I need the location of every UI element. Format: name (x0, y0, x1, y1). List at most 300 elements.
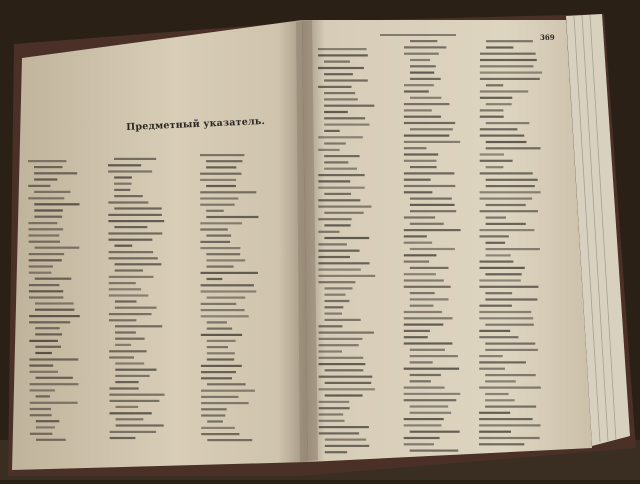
index-text-line (325, 319, 361, 321)
index-text-line (485, 298, 537, 300)
index-text-line (404, 387, 445, 389)
index-text-line (480, 261, 514, 263)
page-number: 369 (540, 33, 555, 42)
running-header-line (380, 34, 456, 36)
index-text-line (480, 72, 542, 74)
index-text-line (479, 431, 511, 433)
index-text-line (479, 317, 533, 319)
index-text-line (404, 185, 455, 187)
index-text-line (480, 59, 537, 61)
index-text-line (480, 109, 504, 111)
index-text-line (404, 109, 432, 111)
index-text-line (410, 72, 434, 74)
index-text-line (35, 302, 74, 304)
index-text-line (410, 355, 458, 357)
index-text-line (30, 389, 55, 391)
index-text-line (201, 433, 239, 435)
index-text-line (115, 381, 138, 383)
index-text-line (35, 327, 60, 329)
index-text-line (201, 365, 242, 367)
index-text-line (480, 135, 524, 137)
index-text-line (410, 210, 456, 212)
index-text-line (324, 92, 355, 94)
index-text-line (480, 116, 504, 118)
index-text-line (318, 269, 360, 271)
index-text-line (201, 408, 227, 410)
index-text-line (325, 451, 347, 453)
index-text-line (486, 40, 533, 42)
index-text-line (318, 199, 360, 201)
index-text-line (479, 305, 512, 307)
index-text-line (29, 265, 53, 267)
index-text-line (485, 292, 512, 294)
index-text-line (34, 216, 62, 218)
index-text-line (479, 443, 524, 445)
index-text-line (201, 315, 249, 317)
index-heading: Предметный указатель. (126, 115, 266, 133)
index-text-line (200, 154, 244, 156)
index-text-line (201, 284, 254, 286)
index-text-line (324, 237, 369, 239)
index-text-line (410, 223, 444, 225)
index-text-line (485, 374, 536, 376)
index-text-line (115, 369, 156, 371)
index-text-line (325, 300, 350, 302)
index-text-line (410, 248, 455, 250)
index-text-line (324, 155, 359, 157)
index-text-line (28, 222, 57, 224)
index-text-line (29, 259, 62, 261)
index-text-line (200, 179, 236, 181)
index-text-line (404, 336, 428, 338)
index-text-line (207, 346, 228, 348)
index-text-line (109, 356, 134, 358)
index-text-line (325, 382, 372, 384)
index-text-line (486, 84, 503, 86)
index-text-line (109, 282, 136, 284)
index-text-line (200, 228, 228, 230)
index-text-line (325, 294, 346, 296)
index-text-line (485, 380, 516, 382)
index-text-line (319, 275, 376, 277)
index-text-line (36, 420, 60, 422)
index-text-line (404, 242, 432, 244)
index-text-line (324, 142, 346, 144)
index-text-line (486, 179, 538, 181)
index-text-line (480, 97, 512, 99)
index-text-line (319, 420, 345, 422)
index-text-line (479, 355, 503, 357)
index-text-line (318, 86, 351, 88)
index-text-line (410, 166, 437, 168)
index-text-line (206, 160, 242, 162)
index-text-line (114, 195, 143, 197)
index-text-line (410, 267, 449, 269)
index-text-line (318, 67, 364, 69)
index-text-line (207, 439, 252, 441)
index-text-line (116, 418, 144, 420)
index-text-line (319, 363, 366, 365)
index-text-line (404, 311, 442, 313)
index-text-line (207, 420, 223, 422)
index-text-line (479, 412, 510, 414)
index-text-line (486, 141, 527, 143)
index-text-line (36, 395, 50, 397)
index-text-line (404, 418, 444, 420)
index-text-line (207, 340, 236, 342)
index-text-line (485, 399, 514, 401)
index-text-line (29, 253, 64, 255)
index-text-line (404, 254, 437, 256)
index-text-line (324, 212, 363, 214)
index-text-line (404, 286, 451, 288)
index-text-line (201, 272, 258, 274)
index-text-line (410, 204, 455, 206)
index-text-line (30, 433, 53, 435)
index-text-line (114, 226, 147, 228)
index-text-line (486, 103, 512, 105)
index-text-line (404, 279, 444, 281)
index-text-line (114, 207, 161, 209)
index-text-line (486, 185, 535, 187)
index-text-line (325, 287, 353, 289)
index-text-line (318, 231, 339, 233)
index-text-line (318, 256, 350, 258)
index-text-line (485, 343, 535, 345)
index-text-line (318, 54, 368, 56)
index-text-line (324, 73, 353, 75)
index-text-line (207, 321, 227, 323)
index-text-line (29, 296, 63, 298)
index-text-line (29, 234, 60, 236)
index-text-line (410, 198, 452, 200)
index-text-line (486, 46, 513, 48)
index-text-line (34, 172, 77, 174)
index-text-line (115, 375, 149, 377)
index-text-line (115, 362, 144, 364)
index-text-line (486, 217, 506, 219)
index-text-line (115, 307, 157, 309)
index-text-line (404, 153, 438, 155)
index-text-line (28, 197, 64, 199)
index-text-line (115, 269, 143, 271)
index-text-line (35, 247, 80, 249)
index-text-line (480, 53, 536, 55)
index-text-line (410, 292, 435, 294)
index-text-line (485, 349, 538, 351)
index-text-line (410, 374, 441, 376)
index-text-line (28, 185, 50, 187)
index-text-line (319, 357, 364, 359)
index-text-line (325, 445, 369, 447)
index-text-line (404, 191, 433, 193)
index-text-line (115, 338, 145, 340)
index-text-line (479, 418, 532, 420)
index-text-line (318, 149, 340, 151)
index-text-line (35, 346, 61, 348)
index-text-line (34, 178, 57, 180)
index-text-line (410, 97, 441, 99)
index-text-line (486, 147, 541, 149)
index-text-line (479, 387, 541, 389)
index-text-line (319, 325, 343, 327)
index-text-line (404, 342, 453, 344)
index-text-line (319, 432, 359, 434)
index-text-line (200, 204, 235, 206)
index-text-line (110, 431, 157, 433)
index-text-line (410, 349, 445, 351)
index-text-line (324, 161, 348, 163)
index-text-line (319, 332, 374, 334)
index-text-line (410, 78, 441, 80)
index-text-line (201, 303, 237, 305)
index-text-line (206, 185, 236, 187)
index-text-line (324, 105, 374, 107)
index-text-line (324, 193, 351, 195)
index-text-line (318, 250, 359, 252)
index-text-line (404, 317, 453, 319)
index-text-line (34, 166, 63, 168)
index-text-line (201, 414, 225, 416)
index-text-line (110, 437, 136, 439)
index-text-line (480, 172, 533, 174)
index-text-line (29, 358, 78, 360)
index-text-line (479, 330, 510, 332)
index-text-line (206, 210, 224, 212)
index-text-line (318, 206, 371, 208)
index-text-line (35, 352, 52, 354)
index-text-line (201, 402, 249, 404)
index-text-line (410, 380, 431, 382)
index-text-line (410, 298, 449, 300)
index-text-line (324, 124, 369, 126)
index-text-line (115, 331, 136, 333)
index-text-line (404, 160, 437, 162)
index-text-line (35, 278, 72, 280)
index-text-line (404, 147, 427, 149)
index-text-line (109, 294, 149, 296)
index-text-line (486, 223, 526, 225)
index-text-line (480, 235, 509, 237)
index-text-line (404, 443, 434, 445)
index-text-line (324, 130, 340, 132)
index-text-line (404, 116, 441, 118)
index-text-line (480, 128, 518, 130)
index-text-line (480, 153, 504, 155)
index-text-line (324, 111, 348, 113)
index-text-line (30, 408, 51, 410)
index-text-line (480, 267, 525, 269)
index-text-line (108, 170, 152, 172)
index-text-line (319, 376, 373, 378)
index-text-line (479, 336, 518, 338)
index-text-line (34, 203, 79, 205)
index-text-line (108, 201, 148, 203)
index-text-line (29, 365, 53, 367)
index-text-line (200, 222, 242, 224)
index-text-line (109, 319, 136, 321)
index-text-line (480, 78, 540, 80)
index-text-line (410, 128, 453, 130)
index-text-line (480, 65, 534, 67)
index-text-line (410, 40, 437, 42)
index-text-line (319, 350, 342, 352)
index-text-line (109, 257, 158, 259)
index-text-line (324, 98, 358, 100)
index-text-line (201, 396, 238, 398)
index-text-line (116, 406, 139, 408)
index-text-line (479, 437, 540, 439)
index-text-line (207, 358, 234, 360)
index-text-line (109, 251, 154, 253)
index-text-line (30, 383, 79, 385)
index-text-line (319, 413, 344, 415)
index-text-line (34, 191, 70, 193)
index-text-line (410, 412, 451, 414)
index-text-line (404, 235, 427, 237)
index-text-line (325, 394, 363, 396)
index-text-line (206, 216, 258, 218)
index-text-line (404, 53, 439, 55)
index-text-line (206, 235, 231, 237)
index-text-line (29, 284, 60, 286)
index-text-line (486, 166, 504, 168)
index-text-line (201, 390, 255, 392)
index-text-line (325, 313, 343, 315)
index-text-line (404, 424, 442, 426)
index-text-line (201, 334, 242, 336)
index-text-line (30, 414, 52, 416)
index-text-line (29, 272, 52, 274)
index-text-line (480, 198, 532, 200)
index-text-line (410, 405, 448, 407)
index-text-line (324, 224, 350, 226)
index-text-line (200, 197, 238, 199)
index-text-line (110, 412, 152, 414)
index-text-line (404, 324, 444, 326)
index-text-line (28, 160, 66, 162)
index-text-line (29, 321, 70, 323)
index-text-line (485, 406, 536, 408)
index-text-line (480, 210, 538, 212)
index-text-line (404, 330, 430, 332)
index-text-line (115, 325, 162, 327)
index-text-line (325, 369, 364, 371)
index-text-line (200, 173, 241, 175)
index-text-line (114, 183, 132, 185)
index-text-line (200, 247, 240, 249)
index-text-line (480, 90, 528, 92)
index-text-line (325, 306, 344, 308)
index-text-line (207, 259, 246, 261)
index-text-line (404, 368, 459, 370)
index-text-line (207, 352, 235, 354)
index-text-line (485, 324, 534, 326)
index-text-line (479, 311, 531, 313)
index-text-line (29, 315, 80, 317)
index-text-line (404, 261, 429, 263)
index-text-line (404, 216, 435, 218)
index-text-line (200, 241, 230, 243)
index-text-line (36, 439, 66, 441)
index-text-line (485, 393, 508, 395)
index-text-line (30, 371, 59, 373)
index-text-line (30, 402, 78, 404)
index-text-line (486, 248, 540, 250)
index-text-line (486, 122, 530, 124)
index-text-line (29, 241, 60, 243)
index-text-line (36, 377, 73, 379)
index-text-line (108, 164, 141, 166)
index-text-line (201, 427, 235, 429)
index-text-line (108, 220, 164, 222)
index-text-line (325, 439, 366, 441)
index-text-line (319, 388, 375, 390)
index-text-line (35, 333, 62, 335)
index-text-line (410, 59, 430, 61)
index-text-line (480, 229, 535, 231)
index-text-line (410, 361, 433, 363)
index-text-line (29, 340, 58, 342)
index-text-line (404, 84, 434, 86)
index-text-line (404, 141, 460, 143)
index-text-line (110, 400, 160, 402)
index-text-line (115, 263, 162, 265)
index-text-line (404, 135, 449, 137)
index-text-line (109, 313, 152, 315)
index-text-line (410, 65, 436, 67)
index-text-line (318, 218, 351, 220)
index-text-line (324, 168, 357, 170)
index-text-line (114, 189, 130, 191)
index-text-line (318, 187, 364, 189)
index-text-line (114, 176, 132, 178)
index-text-line (404, 229, 461, 231)
index-text-line (115, 300, 137, 302)
index-text-line (319, 401, 350, 403)
index-text-line (109, 394, 164, 396)
index-text-line (207, 297, 246, 299)
index-text-line (410, 431, 460, 433)
index-text-line (108, 214, 162, 216)
index-text-line (318, 262, 369, 264)
index-text-line (207, 383, 246, 385)
index-text-line (36, 426, 55, 428)
index-text-line (201, 309, 245, 311)
index-text-line (108, 232, 162, 234)
index-text-line (486, 204, 526, 206)
index-text-line (318, 180, 350, 182)
index-text-line (479, 286, 538, 288)
index-text-line (324, 117, 365, 119)
index-text-line (207, 278, 223, 280)
index-text-line (319, 426, 369, 428)
index-text-line (404, 122, 455, 124)
index-text-line (201, 290, 257, 292)
index-text-line (109, 387, 138, 389)
index-text-line (324, 79, 368, 81)
index-text-line (109, 239, 153, 241)
index-text-line (410, 305, 434, 307)
index-text-line (486, 254, 511, 256)
index-text-line (115, 344, 131, 346)
index-text-line (404, 46, 446, 48)
index-text-line (480, 191, 541, 193)
index-text-line (404, 273, 436, 275)
index-text-line (206, 166, 236, 168)
index-text-line (34, 209, 63, 211)
index-text-line (410, 450, 459, 452)
